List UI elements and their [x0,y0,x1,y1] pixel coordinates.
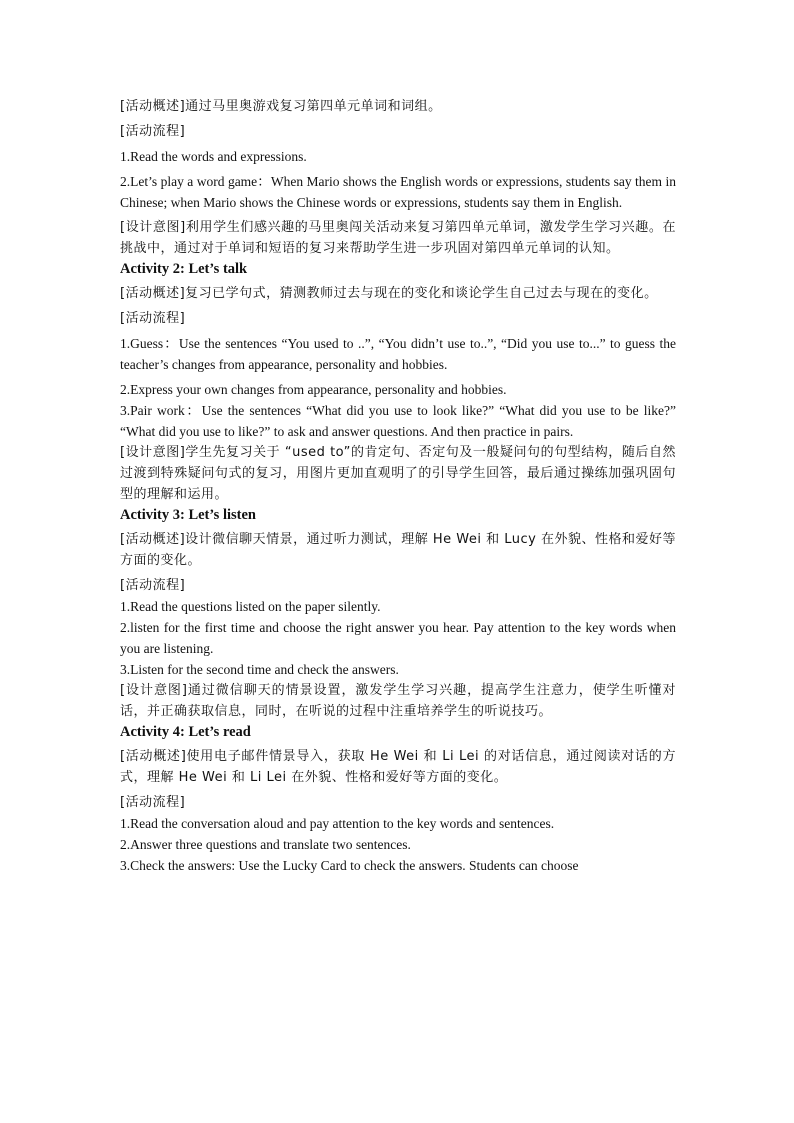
activity-heading: Activity 2: Let’s talk [120,261,248,277]
flow-step: 1.Read the conversation aloud and pay attention to the key words and sentences. [120,816,555,831]
flow-step: 3.Pair work：Use the sentences “What did you use to look like?” “What did you use to be like?” “What did you use to like?” to ask and answer questions. And then practice in pairs. [120,403,676,439]
activity-overview: [活动概述]复习已学句式，猜测教师过去与现在的变化和谈论学生自己过去与现在的变化。 [120,286,658,301]
activity-flow-label: [活动流程] [120,578,186,593]
section-read [120,722,676,876]
flow-step: 1.Guess：Use the sentences “You used to ..”, “You didn’t use to..”, “Did you use to...” to guess the teacher’s changes from appearance, personality and hobbies. [120,336,676,372]
activity-overview: [活动概述]使用电子邮件情景导入，获取 He Wei 和 Li Lei 的对话信息，通过阅读对话的方式，理解 He Wei 和 Li Lei 在外貌、性格和爱好等方面的变化。 [120,749,676,785]
activity-flow-label: [活动流程] [120,311,186,326]
flow-step: 1.Read the words and expressions. [120,149,307,164]
activity-overview: [活动概述]通过马里奥游戏复习第四单元单词和词组。 [120,99,442,114]
flow-step: 1.Read the questions listed on the paper silently. [120,599,381,614]
section-listen [120,505,676,722]
flow-step: 2.Answer three questions and translate two sentences. [120,837,411,852]
activity-overview: [活动概述]设计微信聊天情景，通过听力测试，理解 He Wei 和 Lucy 在外貌、性格和爱好等方面的变化。 [120,532,676,568]
section-mario [120,96,676,259]
activity-heading: Activity 4: Let’s read [120,724,251,740]
activity-flow-label: [活动流程] [120,795,186,810]
document-page [120,96,676,876]
section-talk [120,259,676,505]
flow-step: 2.Express your own changes from appearance, personality and hobbies. [120,382,507,397]
activity-flow-label: [活动流程] [120,124,186,139]
design-intent: [设计意图]学生先复习关于 “used to”的肯定句、否定句及一般疑问句的句型结构，随后自然过渡到特殊疑问句式的复习，用图片更加直观明了的引导学生回答，最后通过操练加强巩固句型的理解和运用。 [120,445,676,502]
flow-step: 3.Check the answers: Use the Lucky Card to check the answers. Students can choose [120,858,579,873]
design-intent: [设计意图]利用学生们感兴趣的马里奥闯关活动来复习第四单元单词，激发学生学习兴趣。在挑战中，通过对于单词和短语的复习来帮助学生进一步巩固对第四单元单词的认知。 [120,220,676,256]
flow-step: 2.listen for the first time and choose the right answer you hear. Pay attention to the key words when you are listening. [120,620,676,656]
activity-heading: Activity 3: Let’s listen [120,507,256,523]
flow-step: 3.Listen for the second time and check the answers. [120,662,399,677]
flow-step: 2.Let’s play a word game：When Mario shows the English words or expressions, students say them in Chinese; when Mario shows the Chinese words or expressions, students say them in English. [120,174,676,210]
design-intent: [设计意图]通过微信聊天的情景设置，激发学生学习兴趣，提高学生注意力，使学生听懂对话，并正确获取信息，同时，在听说的过程中注重培养学生的听说技巧。 [120,683,676,719]
